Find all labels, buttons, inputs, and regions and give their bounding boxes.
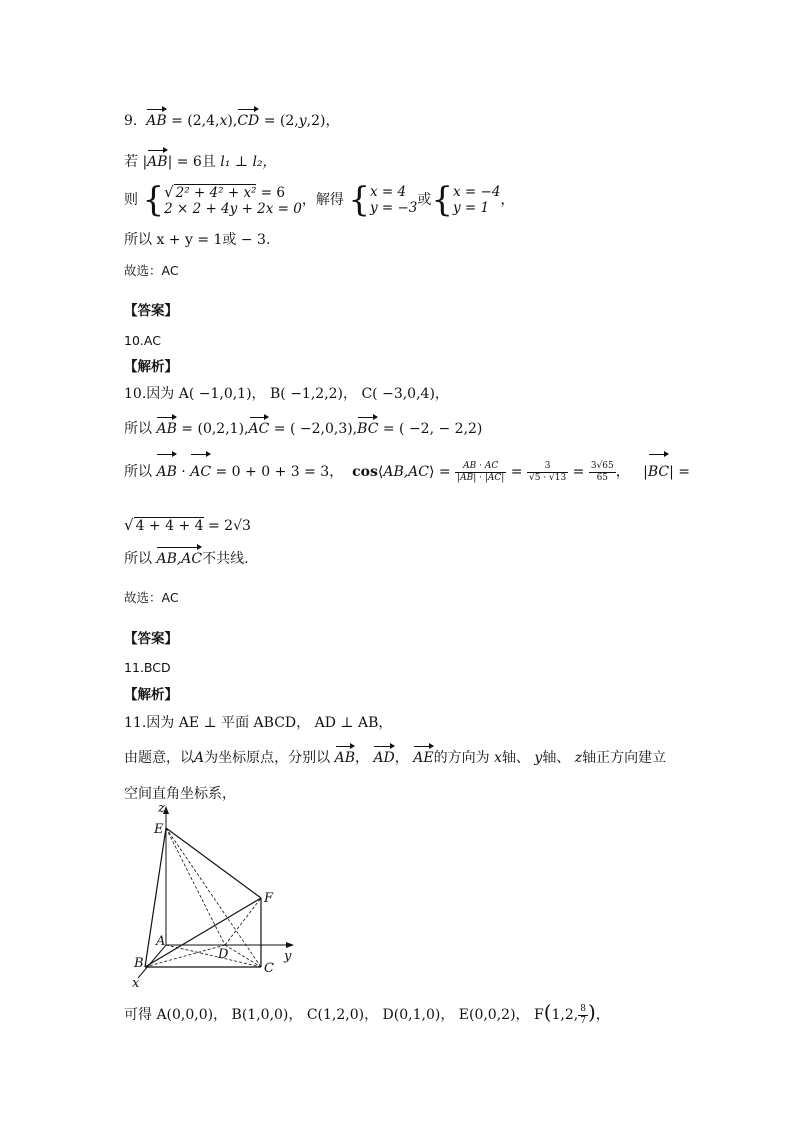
label-F: F bbox=[264, 891, 274, 906]
q10-line2: 所以 AB = (0,2,1),AC = ( −2,0,3),BC = ( −2, − 2,2) bbox=[124, 421, 483, 437]
label-D: D bbox=[218, 947, 229, 962]
q9-line3: 则 { √ 2² + 4² + x² = 6 2 × 2 + 4y + 2x = 0 ，解得 { x = 4 y = −3 或{ x = −4 y = 1 ， bbox=[124, 180, 515, 220]
y-arrow-icon bbox=[286, 942, 294, 948]
ans11-heading: 【答案】 bbox=[124, 631, 178, 647]
ans10: 10.AC bbox=[124, 333, 161, 348]
ans10-heading: 【答案】 bbox=[124, 303, 178, 319]
edge-EF bbox=[166, 828, 261, 898]
edge-DF bbox=[225, 898, 261, 945]
q10-line3: 所以 AB · AC = 0 + 0 + 3 = 3， cos⟨AB,AC⟩ = $\frac{AB \cdot AC}{|AB| \cdot |AC|}$ = $\frac{3}{√5 \cdot √13}$ = $\frac{3√65}{65}$ ， |BC| = bbox=[124, 457, 690, 487]
label-z: z bbox=[158, 801, 165, 816]
q10-line1: 10.因为 A( −1,0,1)， B( −1,2,2)， C( −3,0,4)， bbox=[124, 386, 449, 402]
jx10-heading: 【解析】 bbox=[124, 359, 178, 375]
q11-line3: 空间直角坐标系， bbox=[124, 786, 236, 802]
q10-line5: 所以 AB,AC不共线. bbox=[124, 551, 249, 567]
q10-line4: √ 4 + 4 + 4 = 2√3 bbox=[124, 516, 251, 534]
q11-line4: 可得 A(0,0,0)， B(1,0,0)， C(1,2,0)， D(0,1,0)， E(0,0,2)， F(1,2, $\frac{8}{7}$ )， bbox=[124, 1000, 610, 1026]
q11-line1: 11.因为 AE ⊥ 平面 ABCD， AD ⊥ AB， bbox=[124, 715, 393, 731]
label-y: y bbox=[284, 949, 292, 964]
q11-line2: 由题意，以A为坐标原点，分别以 AB， AD， AE的方向为 x轴、 y轴、 z轴正方向建立 bbox=[124, 750, 667, 766]
coordinate-figure bbox=[128, 800, 308, 990]
edge-ED bbox=[166, 828, 225, 945]
q9-line2: 若 |AB| = 6且 l₁ ⊥ l₂， bbox=[124, 154, 277, 170]
q9-line5: 故选：AC bbox=[124, 263, 179, 278]
q9-line1: 9. AB = (2,4,x),CD = (2,y,2)， bbox=[124, 113, 340, 129]
jx11-heading: 【解析】 bbox=[124, 687, 178, 703]
edge-DC bbox=[225, 945, 261, 967]
ans11: 11.BCD bbox=[124, 660, 171, 675]
label-x: x bbox=[132, 976, 140, 990]
label-A: A bbox=[156, 934, 166, 949]
label-B: B bbox=[134, 956, 144, 971]
label-E: E bbox=[154, 822, 164, 837]
label-C: C bbox=[264, 961, 274, 976]
q10-line6: 故选：AC bbox=[124, 590, 179, 605]
q9-line4: 所以 x + y = 1或 − 3. bbox=[124, 232, 271, 248]
